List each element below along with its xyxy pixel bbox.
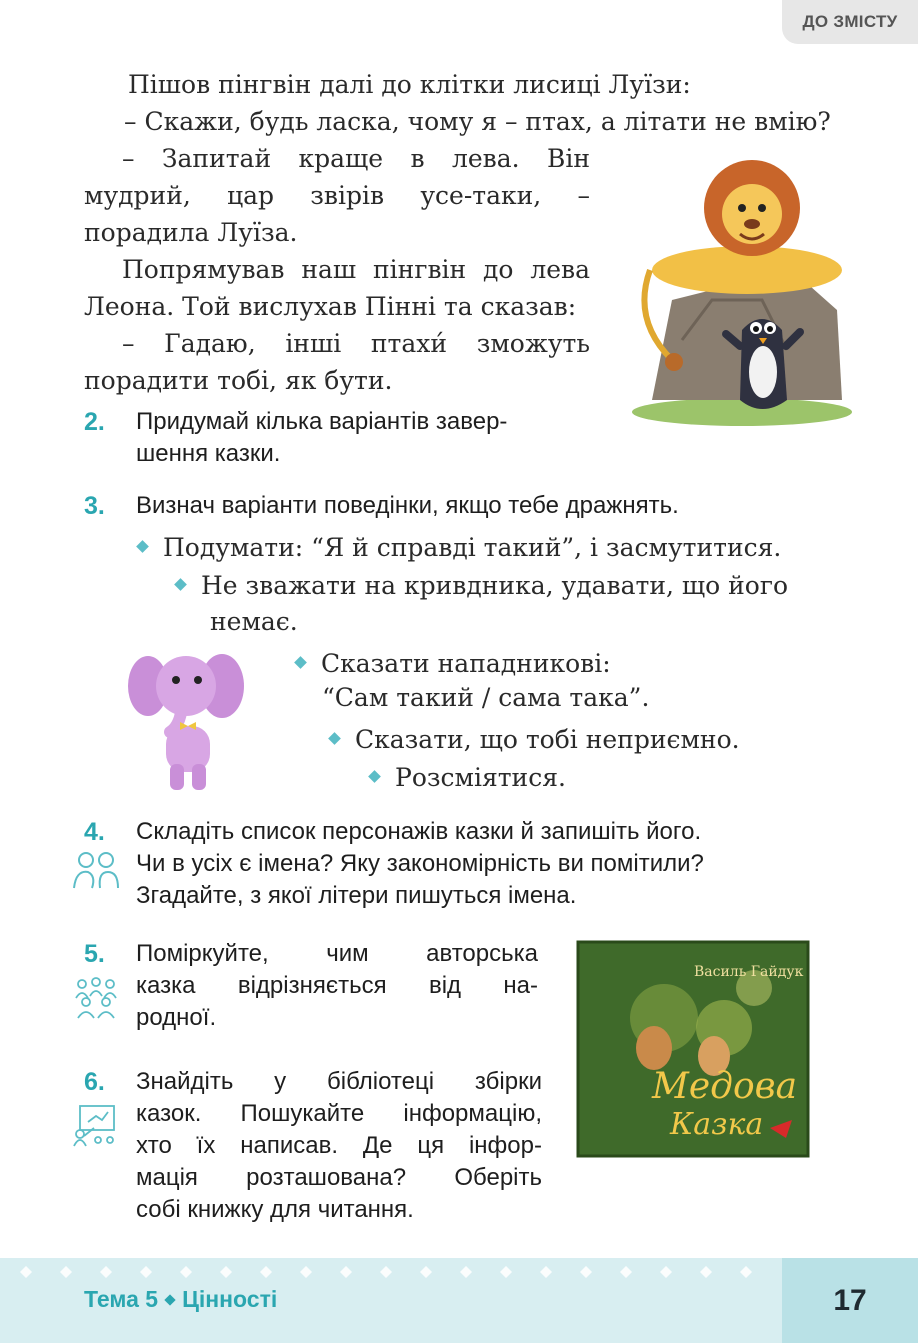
diamond-bullet-icon	[368, 770, 381, 783]
option-item	[296, 646, 611, 682]
story-paragraph: – Гадаю, інші птахи́ зможуть порадити тобі, як бути.	[84, 329, 590, 395]
task-line: Знайдіть у бібліотеці збірки	[136, 1068, 542, 1095]
book-title-line2: Казка	[670, 1107, 764, 1142]
ornament-pattern-icon	[0, 1258, 780, 1286]
task-number: 4.	[84, 818, 105, 846]
task-number: 3.	[84, 492, 105, 520]
task-line: Згадайте, з якої літери пишуться імена.	[136, 882, 577, 909]
task-line: мація розташована? Оберіть	[136, 1164, 542, 1191]
toc-link[interactable]: ДО ЗМІСТУ	[782, 0, 918, 44]
option-item-continued	[322, 680, 649, 716]
task-line: казок. Пошукайте інформацію,	[136, 1100, 542, 1127]
task-line: Складіть список персонажів казки й запишіть його.	[136, 818, 702, 845]
diamond-bullet-icon	[328, 732, 341, 745]
book-cover-image	[574, 938, 812, 1160]
task-line: казка відрізняється від на-	[136, 972, 538, 999]
story-paragraph: Попрямував наш пінгвін до лева Леона. Той вислухав Пінні та сказав:	[84, 255, 590, 321]
option-text: немає.	[210, 607, 298, 636]
footer-topic	[84, 1286, 277, 1313]
presentation-icon	[72, 1104, 120, 1148]
task-number: 2.	[84, 408, 105, 436]
book-author-text: Василь Гайдук	[694, 964, 804, 980]
task-line: собі книжку для читання.	[136, 1196, 414, 1223]
option-text: Розсміятися.	[395, 763, 566, 792]
page-number: 17	[782, 1258, 918, 1343]
option-text: “Сам такий / сама така”.	[322, 683, 650, 712]
story-narrow-block	[84, 140, 590, 399]
task-line: Чи в усіх є імена? Яку закономірність ви помітили?	[136, 850, 704, 877]
option-text: Сказати нападникові:	[321, 649, 611, 678]
lion-penguin-illustration	[622, 150, 854, 434]
diamond-bullet-icon	[136, 540, 149, 553]
diamond-bullet-icon	[294, 656, 307, 669]
topic-number: Тема 5	[84, 1286, 159, 1312]
option-item	[330, 722, 740, 758]
book-title-line1: Медова	[652, 1066, 798, 1107]
story-line: Пішов пінгвін далі до клітки лисиці Луїзи:	[128, 70, 691, 99]
option-text: Не зважати на кривдника, удавати, що його	[201, 571, 788, 600]
story-line: – Скажи, будь ласка, чому я – птах, а літати не вмію?	[124, 107, 831, 136]
group-work-icon	[72, 976, 120, 1020]
task-line: Поміркуйте, чим авторська	[136, 940, 538, 967]
diamond-separator-icon	[164, 1294, 175, 1305]
option-item	[176, 568, 788, 604]
option-item	[370, 760, 566, 796]
option-item	[138, 530, 781, 566]
story-paragraph: – Запитай краще в лева. Він мудрий, цар звірів усе-таки, – порадила Луїза.	[84, 144, 590, 247]
option-text: Сказати, що тобі неприємно.	[355, 725, 740, 754]
diamond-bullet-icon	[174, 578, 187, 591]
topic-section: Цінності	[182, 1286, 278, 1312]
page-footer	[0, 1258, 918, 1343]
option-text: Подумати: “Я й справді такий”, і засмутитися.	[163, 533, 782, 562]
pair-work-icon	[72, 850, 122, 890]
elephant-illustration	[126, 646, 246, 794]
task-line: родної.	[136, 1004, 217, 1031]
task-line: хто їх написав. Де ця інфор-	[136, 1132, 542, 1159]
task-number: 6.	[84, 1068, 105, 1096]
option-item-continued	[210, 604, 298, 640]
task-line: Визнач варіанти поведінки, якщо тебе дражнять.	[136, 492, 679, 519]
task-line: Придумай кілька варіантів завер-	[136, 408, 508, 435]
task-line: шення казки.	[136, 440, 281, 467]
task-number: 5.	[84, 940, 105, 968]
